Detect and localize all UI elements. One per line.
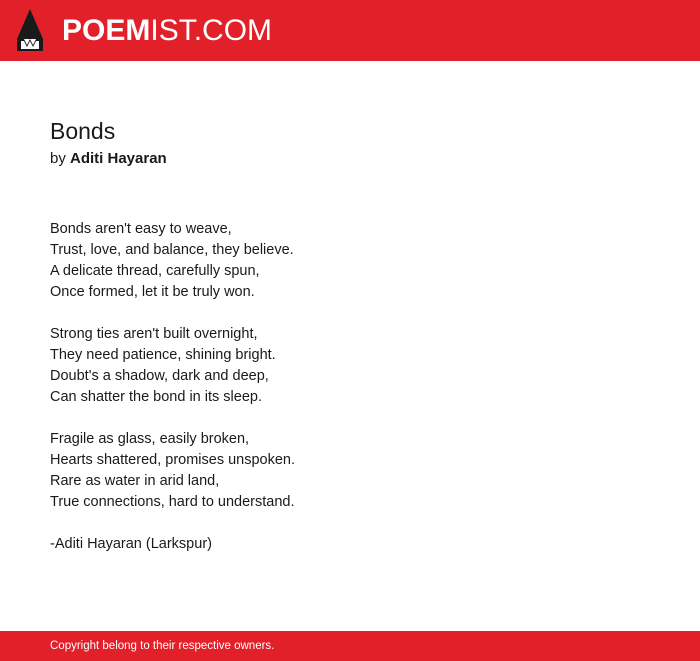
stanza — [50, 429, 650, 513]
poem-line: Strong ties aren't built overnight, — [50, 326, 258, 342]
poem-body — [50, 219, 650, 555]
poem-line: Rare as water in arid land, — [50, 473, 220, 489]
poem-line: Can shatter the bond in its sleep. — [50, 389, 262, 405]
site-logo[interactable] — [62, 12, 272, 50]
pencil-icon[interactable] — [17, 9, 43, 51]
byline — [50, 148, 650, 170]
poem-line: Once formed, let it be truly won. — [50, 284, 255, 300]
poem-line: Hearts shattered, promises unspoken. — [50, 452, 296, 468]
site-header — [0, 0, 700, 61]
poem-line: A delicate thread, carefully spun, — [50, 263, 260, 279]
poem-signature: -Aditi Hayaran (Larkspur) — [50, 536, 212, 552]
poem-content — [50, 114, 650, 555]
poem-line: They need patience, shining bright. — [50, 347, 276, 363]
logo-light-text: IST.COM — [150, 14, 273, 47]
stanza — [50, 324, 650, 408]
logo-bold-text: POEM — [62, 14, 151, 47]
poem-line: Fragile as glass, easily broken, — [50, 431, 250, 447]
poem-line: True connections, hard to understand. — [50, 494, 295, 510]
poem-title: Bonds — [50, 118, 116, 144]
poem-line: Bonds aren't easy to weave, — [50, 221, 232, 237]
stanza — [50, 219, 650, 303]
by-prefix: by — [50, 150, 66, 167]
site-footer — [0, 631, 700, 661]
poem-line: Trust, love, and balance, they believe. — [50, 242, 294, 258]
author-name: Aditi Hayaran — [70, 150, 167, 167]
poem-line: Doubt's a shadow, dark and deep, — [50, 368, 269, 384]
copyright-text: Copyright belong to their respective owners. — [50, 640, 275, 652]
